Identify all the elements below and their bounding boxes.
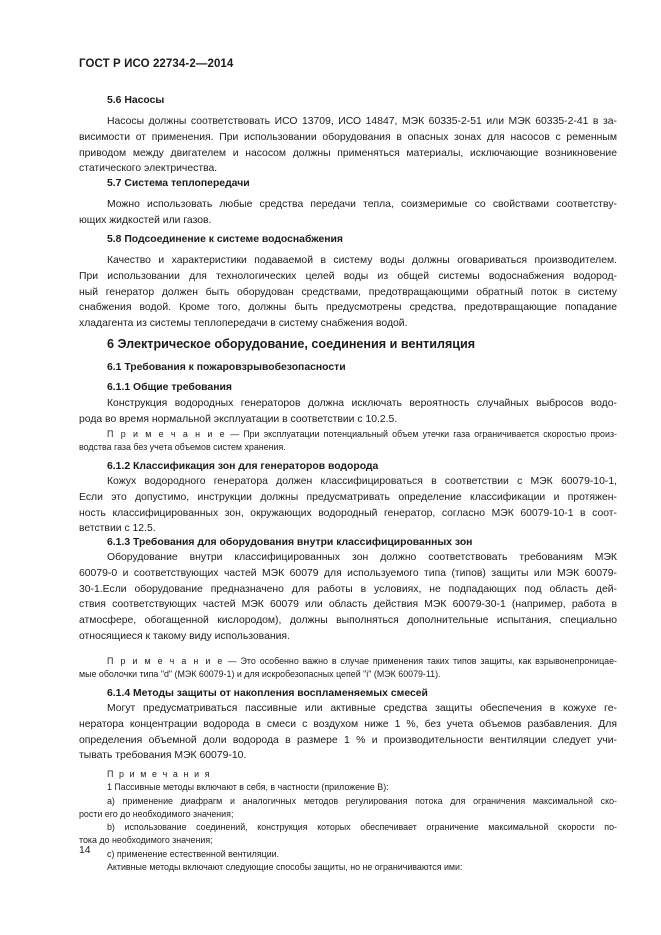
section-6-1-4-title: 6.1.4 Методы защиты от накопления воспламеняемых смесей — [107, 688, 428, 699]
section-5-6-title: 5.6 Насосы — [107, 95, 165, 106]
section-5-7-body — [79, 197, 617, 229]
note-line: а) применение диафрагм и аналогичных методов регулирования потока для ограничения максимальной ско- — [107, 795, 617, 806]
note-line: с) применение естественной вентиляции. — [107, 848, 280, 859]
text-line: ность классифицированных зон, окружающих водородный генератор, согласно МЭК 60079-10-1 в соот- — [79, 507, 617, 519]
section-5-7-title: 5.7 Система теплопередачи — [107, 178, 250, 189]
notes-label: П р и м е ч а н и я — [107, 769, 212, 779]
note-line: мые оболочки типа "d" (МЭК 60079-1) и для искробезопасных цепей "i" (МЭК 60079-11). — [79, 669, 441, 680]
note-line: b) использование соединений, конструкция которых обеспечивает ограничение максимальной скорости по- — [107, 822, 617, 833]
section-6-title: 6 Электрическое оборудование, соединения и вентиляция — [107, 337, 476, 351]
text-line: 30-1.Если оборудование предназначено для работы в условиях, не подпадающих под область дей- — [79, 583, 617, 595]
text-line: Если это допустимо, инструкции должны предусматривать определение классификации и протяжен- — [79, 491, 617, 503]
section-6-1-1-note — [79, 428, 617, 455]
text-line: статического электричества. — [79, 163, 218, 175]
document-header: ГОСТ Р ИСО 22734-2—2014 — [79, 58, 234, 70]
note-line: Активные методы включают следующие способы защиты, но не ограничиваются ими: — [107, 862, 463, 873]
note-line: 1 Пассивные методы включают в себя, в частности (приложение В): — [107, 782, 389, 793]
text-line: Кожух водородного генератора должен классифицироваться в соответствии с МЭК 60079-10-1, — [107, 476, 617, 487]
note-label: П р и м е ч а н и е — [107, 429, 227, 439]
note-line: тока до необходимого значения; — [79, 835, 213, 846]
text-line: хладагента из системы теплопередачи в систему снабжения водой. — [79, 318, 408, 330]
text-line: Оборудование внутри классифицированных зон должно соответствовать требованиям МЭК — [107, 552, 617, 563]
text-line: Конструкция водородных генераторов должна исключать вероятность случайных выбросов водо- — [107, 398, 617, 409]
text-line: Качество и характеристики подаваемой в систему воды должны оговариваться производителем. — [107, 255, 617, 266]
section-6-1-1-body — [79, 396, 617, 428]
section-6-1-3-body — [79, 550, 617, 645]
section-6-1-1-title: 6.1.1 Общие требования — [107, 382, 232, 393]
text-line: определения объемной доли водорода в размере 1 % и производительности вентиляции следует учи- — [79, 734, 617, 746]
section-6-1-3-title: 6.1.3 Требования для оборудования внутри классифицированных зон — [107, 537, 473, 548]
text-line: Могут предусматриваться пассивные или активные средства защиты обеспечения в кожухе ге- — [107, 703, 617, 714]
text-line: относящиеся к такому виду использования. — [79, 630, 290, 642]
text-line: ющих жидкостей или газов. — [79, 214, 212, 226]
section-5-8-title: 5.8 Подсоединение к системе водоснабжения — [107, 234, 343, 245]
text-line: тывать требования МЭК 60079-10. — [79, 750, 247, 762]
section-6-1-2-title: 6.1.2 Классификация зон для генераторов водорода — [107, 461, 379, 472]
section-5-6-body — [79, 114, 617, 177]
text-line: рода во время нормальной эксплуатации в соответствии с 10.2.5. — [79, 413, 398, 425]
page-number: 14 — [79, 845, 91, 856]
text-line: нератора концентрации водорода в смеси с воздухом ниже 1 %, без учета объемов разбавления. Для — [79, 718, 617, 730]
text-line: ствия соответствующих частей МЭК 60079 или область действия МЭК 60079-30-1 (например, работа в — [79, 599, 617, 611]
text-line: Можно использовать любые средства передачи тепла, соизмеримые со свойствами соответству- — [107, 199, 617, 210]
note-line: П р и м е ч а н и е — Это особенно важно в случае применения таких типов защиты, как взрывонепроницае- — [107, 656, 617, 666]
section-6-1-2-body — [79, 474, 617, 537]
section-5-8-body — [79, 253, 617, 332]
text-line: снабжения водой. Кроме того, должны быть предусмотрены средства, предотвращающие попадание — [79, 302, 617, 314]
note-line: водства газа без учета объемов систем хранения. — [79, 442, 286, 453]
section-6-1-4-notes — [79, 768, 617, 874]
section-6-1-3-note — [79, 655, 617, 682]
note-line: рости его до необходимого значения; — [79, 808, 234, 819]
text-line: ный генератор должен быть оборудован средствами, предотвращающими обратный поток в систему — [79, 286, 617, 298]
text-line: При использовании для технологических целей воды из общей системы водоснабжения водород- — [79, 270, 617, 282]
text-line: висимости от применения. При использовании оборудования в опасных зонах для насосов с ременным — [79, 131, 617, 143]
note-line: П р и м е ч а н и е — При эксплуатации потенциальный объем утечки газа ограничивается скоростью произ- — [107, 429, 617, 439]
text-line: приводом между двигателем и насосом должны применяться материалы, исключающие возникновение — [79, 147, 617, 159]
note-label: П р и м е ч а н и е — [107, 656, 224, 666]
text-line: ветствии с 12.5. — [79, 523, 156, 535]
section-6-1-4-body — [79, 701, 617, 764]
text-line: 60079-0 и соответствующих частей МЭК 60079 для используемого типа (типов) защиты или МЭК 60079- — [79, 567, 617, 579]
text-line: Насосы должны соответствовать ИСО 13709, ИСО 14847, МЭК 60335-2-51 или МЭК 60335-2-41 в за- — [107, 116, 617, 127]
text-line: атмосфере, обогащенной кислородом), должны выполняться дополнительные испытания, специально — [79, 615, 617, 627]
section-6-1-title: 6.1 Требования к пожаровзрывобезопасности — [107, 362, 346, 373]
